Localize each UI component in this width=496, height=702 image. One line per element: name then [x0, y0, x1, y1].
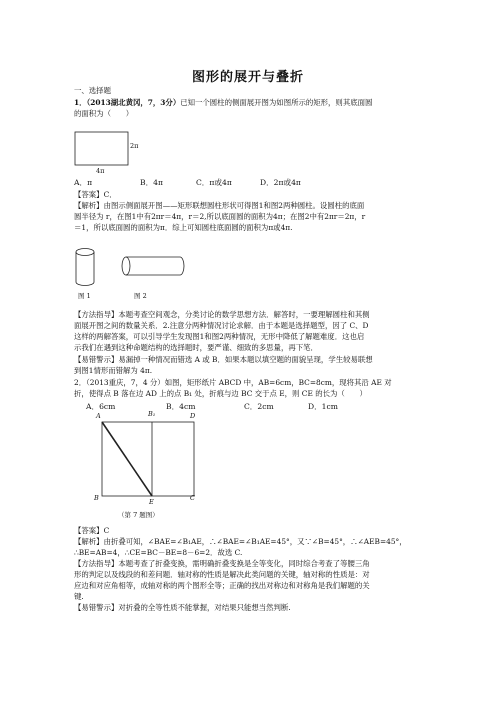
q1-analysis-line: ＝1，所以底面圆的面积为π．综上可知圆柱底面圆的面积为π或4π. [74, 223, 293, 232]
q1-option-a: A．π [74, 178, 93, 187]
q2-method-line: 键. [74, 592, 84, 601]
q2-intro-line: 折，使得点 B 落在边 AD 上的点 B₁ 处，折痕与边 BC 交于点 E，则 CE 的长为（ ） [74, 389, 367, 398]
q2-method-line: 应边和对应角相等，成轴对称的两个图形全等；正确的找出对称边和对称角是我们解题的关 [74, 581, 370, 590]
cylinder-figure-1 [76, 249, 94, 286]
q2-analysis-line: ∴BE=AB=4，∴CE=BC－BE=8－6=2．故选 C. [74, 548, 243, 557]
q1-stem-line-1 [74, 98, 426, 108]
q2-answer: 【答案】C [74, 526, 110, 535]
q1-method-line: 【方法指导】本题考查空间观念，分类讨论的数学思想方法．解答时，一要理解圆柱和其侧 [74, 310, 370, 319]
q1-option-d: D．2π或4π [260, 178, 301, 187]
q2-figure-caption: （第 7 题图） [118, 511, 159, 519]
q1-text-1: 已知一个圆柱的侧面展开图为如图所示的矩形，则其底面圆 [180, 98, 373, 107]
q1-option-b: B．4π [140, 178, 163, 187]
q2-point-b: B [94, 494, 99, 502]
q1-rect-bottom-label: 4π [96, 167, 105, 175]
q2-point-e: E [149, 498, 154, 506]
q1-cylinder-figures [74, 246, 214, 292]
q1-analysis-line: 【解析】由图示侧面展开图——矩形联想圆柱形状可得图1和图2两种圆柱。设圆柱的底面 [74, 201, 365, 210]
q1-fig2-label: 图 2 [134, 292, 147, 300]
q1-analysis-line: 圆半径为 r，在图1中有2πr＝4π，r＝2,所以底面圆的面积为4π；在图2中有2πr＝2π，r [74, 212, 366, 221]
q1-answer: 【答案】C． [74, 190, 117, 199]
q1-warning-line: 到图1情形而错解为 4π. [74, 366, 153, 375]
section-heading: 一、选择题 [74, 86, 111, 95]
q1-stem-line-2: 的面积为（ ） [74, 109, 134, 118]
q1-option-c: C．π或4π [196, 178, 232, 187]
q2-option-d: D．1cm [308, 402, 338, 411]
q2-point-a: A [96, 412, 101, 420]
q1-number: 1．（2013湖北黄冈，7，3分） [74, 98, 181, 107]
q2-option-c: C．2cm [244, 402, 274, 411]
q2-option-a: A．6cm [86, 402, 116, 411]
q1-warning-line: 【易错警示】易漏掉一种情况而错选 A 或 B．如果本题以填空题的面貌呈现，学生较易联想 [74, 355, 373, 364]
q2-point-c: C [190, 494, 195, 502]
q1-method-line: 这样的两解答案，可以引导学生发现图1和图2两种情况，无形中降低了解题难度．这也启 [74, 332, 365, 341]
q2-method-line: 形的判定以及线段的和差问题．轴对称的性质是解决此类问题的关键，轴对称的性质是：对 [74, 570, 370, 579]
q2-point-d: D [190, 412, 196, 420]
q2-intro-line: 2．（2013重庆，7，4 分）如图，矩形纸片 ABCD 中，AB=6cm，BC=8cm，现将其沿 AE 对 [74, 378, 392, 387]
q2-rectangle-abcd [102, 422, 194, 496]
q2-analysis-line: 【解析】由折叠可知，∠BAE=∠B₁AE，∴∠BAE=∠B₁AE=45°，又∵∠B=45°，∴∠AEB=45°， [74, 537, 407, 546]
q1-fig1-label: 图 1 [78, 292, 91, 300]
page-title: 图形的展开与叠折 [191, 70, 304, 85]
q2-rectangle-figure [94, 412, 214, 524]
cylinder-figure-2 [122, 257, 184, 275]
q2-method-line: 【方法指导】本题考查了折叠变换，需明确折叠变换是全等变化，同时综合考查了等腰三角 [74, 559, 370, 568]
q1-method-line: 示我们在遇到这种命题结构的选择题时，要严谨、细致的多思量，再下笔． [74, 343, 318, 352]
q1-rect-side-label: 2π [130, 142, 139, 150]
q2-option-b: B．4cm [166, 402, 196, 411]
q2-point-b1: B₁ [148, 410, 156, 418]
q2-fold-line-ae [102, 422, 152, 496]
q1-rectangle-figure [74, 131, 154, 171]
q2-warning: 【易错警示】对折叠的全等性质不能掌握，对结果只能想当然判断. [74, 603, 291, 612]
q1-method-line: 面展开图之间的数量关系．2.注意分两种情况讨论求解．由于本题是选择题型，因了 C、D [74, 321, 369, 330]
q1-rectangle [75, 132, 128, 165]
